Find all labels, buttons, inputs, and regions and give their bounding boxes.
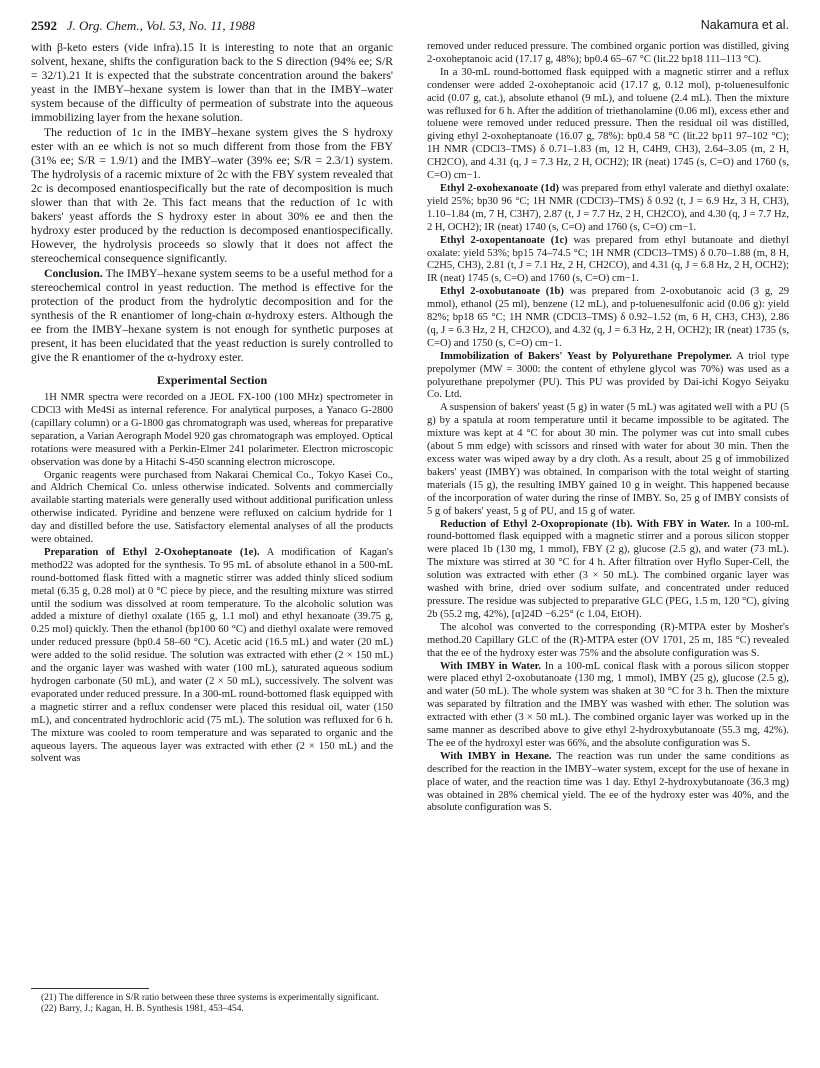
footnote: (21) The difference in S/R ratio between these three systems is experimentally significant. bbox=[41, 993, 379, 1003]
paragraph: removed under reduced pressure. The combined organic portion was distilled, giving 2-oxoheptanoic acid (17.17 g, 48%); bp0.4 65–67 °C (lit.22 bp18 111–113 °C). bbox=[427, 41, 789, 65]
paragraph-heading: Immobilization of Bakers' Yeast by Polyurethane Prepolymer. bbox=[440, 350, 732, 362]
paragraph-heading: Conclusion. bbox=[44, 266, 103, 280]
paragraph: Ethyl 2-oxopentanoate (1c) was prepared from ethyl butanoate and diethyl oxalate: yield 53%; bp15 74–74.5 °C; 1H NMR (CDCl3–TMS) δ 0.70–1.88 (m, 8 H, C2H5, CH3), 2.81 (t, J = 7.1 Hz, 2 H, CH2CO), and 4.31 (q, J = 6.8 Hz, 2 H, OCH2); IR (neat) 1745 (s, C=O) and 1760 (s, C=O) cm−1. bbox=[427, 234, 789, 285]
section-title: Experimental Section bbox=[156, 373, 268, 388]
paragraph: A suspension of bakers' yeast (5 g) in water (5 mL) was agitated well with a PU (5 g) by a spatula at room temperature until it became impossible to be agitated. The mixture was kept at 4 °C for about 30 min. The polymer was cut into small cubes (about 5 mm edge) with scissors and rinsed with water for about 30 min. Then the excess water was wiped away by a dry cloth. As a result, about 25 g of immobilized bakers' yeast (IMBY) was obtained. In comparison with the total weight of starting materials (15 g), the resulting IMBY gained 10 g in weight. This happened because of the incorporation of water during the rinse of IMBY. So, 25 g of IMBY consists of 5 g of bakers' yeast, 5 g of PU, and 15 g of water. bbox=[427, 402, 789, 517]
paragraph: The reduction of 1c in the IMBY–hexane system gives the S hydroxy ester with an ee which is not so much different from those from the FBY (31% ee; S/R = 1.9/1) and the IMBY–water (39% ee; S/R = 2.3/1) system. The hydrolysis of a racemic mixture of 2c with the FBY system revealed that 2c is decomposed enantiospecifically but the rate of decomposition is much slower than that with 2e. This fact means that the reduction of 1c with bakers' yeast affords the S hydroxy ester in about 30% ee and then the hydroxy ester produced by the reduction is decomposed enantiospecifically. However, the hydrolysis proceeds so slowly that it does not affect the stereochemical consequence significantly. bbox=[31, 125, 393, 266]
page-header bbox=[31, 18, 789, 36]
paragraph: The alcohol was converted to the corresponding (R)-MTPA ester by Mosher's method.20 Capillary GLC of the (R)-MTPA ester (OV 1701, 25 m, 185 °C) revealed that the ee of the hydroxy ester was 75% and the absolute configuration was S. bbox=[427, 621, 789, 659]
paragraph-heading: Reduction of Ethyl 2-Oxopropionate (1b). With FBY in Water. bbox=[440, 518, 730, 530]
paragraph: Ethyl 2-oxobutanoate (1b) was prepared from 2-oxobutanoic acid (3 g, 29 mmol), ethanol (25 ml), benzene (12 mL), and p-toluenesulfonic acid (0.06 g): yield 82%; bp18 65 °C; 1H NMR (CDCl3–TMS) δ 0.92–1.52 (m, 6 H, CH3, CH3), 2.86 (q, J = 6.3 Hz, 2 H, CH2CO), and 4.32 (q, J = 6.3 Hz, 2 H, OCH2); IR (neat) 1735 (s, C=O) and 1750 (s, C=O) cm−1. bbox=[427, 286, 789, 349]
paragraph-heading: With IMBY in Hexane. bbox=[440, 750, 552, 762]
paragraph: Immobilization of Bakers' Yeast by Polyurethane Prepolymer. A triol type prepolymer (MW = 3000: the content of ethylene glycol was 70%) was used as a polyurethane prepolymer (PU). This PU was provided by Dai-ichi Kogyo Seiyaku Co. Ltd. bbox=[427, 350, 789, 401]
paragraph-heading: Ethyl 2-oxobutanoate (1b) bbox=[440, 286, 564, 298]
paragraph: with β-keto esters (vide infra).15 It is interesting to note that an organic solvent, hexane, shifts the configuration back to the S direction (94% ee; S/R = 32/1).21 It is expected that the substrate concentration around the bakers' yeast in the IMBY–hexane system is lower than that in the IMBY–water system because of the difficulty of permeation of substrate into the aqueous immobilizing layer from the hexane solution. bbox=[31, 41, 393, 125]
left-column bbox=[31, 41, 393, 766]
paragraph: Ethyl 2-oxohexanoate (1d) was prepared from ethyl valerate and diethyl oxalate: yield 25%; bp30 96 °C; 1H NMR (CDCl3)–TMS) δ 0.92 (t, J = 6.9 Hz, 3 H, CH3), 1.10–1.84 (m, 7 H, C3H7), 2.87 (t, J = 7.7 Hz, 2 H, CH2CO), and 4.30 (q, J = 7.7 Hz, 2 H, OCH2); IR (neat) 1740 (s, C=O) and 1760 (s, C=O) cm−1. bbox=[427, 182, 790, 233]
paragraph-heading: Ethyl 2-oxopentanoate (1c) bbox=[440, 234, 568, 246]
footnotes bbox=[31, 988, 393, 1015]
footnote-rule bbox=[31, 988, 149, 989]
paragraph: Organic reagents were purchased from Nakarai Chemical Co., Tokyo Kasei Co., and Aldrich Chemical Co. unless otherwise indicated. Solvents and commercially available starting materials were generally used without additional purification unless otherwise indicated. Pyridine and benzene were refluxed on calcium hydride for 1 day and distilled before the use. Satisfactory elemental analyses of all the products were obtained. bbox=[31, 469, 393, 546]
conclusion-paragraph: Conclusion. The IMBY–hexane system seems to be a useful method for a stereochemical control in yeast reduction. The method is effective for the protection of the product from the hydrolytic decomposition and for the synthesis of the R enantiomer of long-chain α-hydroxy esters. Although the ee from the IMBY–hexane system is not enough for synthetic purposes at present, it has been elucidated that the yeast reduction is surely controlled to give the R enantiomer of the α-hydroxy ester. bbox=[31, 266, 393, 365]
paragraph: Reduction of Ethyl 2-Oxopropionate (1b). With FBY in Water. In a 100-mL round-bottomed flask equipped with a magnetic stirrer and a porous silicon stopper were placed 1b (130 mg, 1 mmol), FBY (2 g), glucose (2.5 g), and water (73 mL). The mixture was stirred at 30 °C for 4 h. After filtration over Hyflo Super-Cell, the solution was extracted with ether (3 × 50 mL). The combined organic layer was washed with brine, dried over sodium sulfate, and concentrated under reduced pressure. The residue was subjected to preparative GLC (PEG, 1.5 m, 120 °C), giving 2b (55.2 mg, 42%), [α]24D −6.25° (c 1.04, EtOH). bbox=[427, 518, 789, 620]
running-authors: Nakamura et al. bbox=[700, 18, 789, 32]
page-number: 2592 bbox=[31, 18, 57, 33]
paragraph-heading: With IMBY in Water. bbox=[440, 660, 541, 672]
paragraph: With IMBY in Water. In a 100-mL conical flask with a porous silicon stopper were placed ethyl 2-oxobutanoate (130 mg, 1 mmol), IMBY (25 g), glucose (2.5 g), and water (50 mL). The whole system was shaken at 30 °C for 3 h. Then the mixture was separated by filtration and the IMBY was washed with ether. The solution was extracted with ether (3 × 50 mL). The combined organic layer was worked up in the same manner as described above to give ethyl 2-hydroxybutanoate (55.3 mg, 42%). The ee of the hydroxyl ester was 66%, and the absolute configuration was S. bbox=[427, 660, 789, 749]
paragraph: With IMBY in Hexane. The reaction was run under the same conditions as described for the reaction in the IMBY–water system, except for the use of hexane in place of water, and the reaction time was 1 day. Ethyl 2-hydroxybutanoate (36.3 mg) was obtained in 28% chemical yield. The ee of the hydroxy ester was 40%, and the absolute configuration was S. bbox=[427, 750, 789, 814]
paragraph-heading: Ethyl 2-oxohexanoate (1d) bbox=[440, 182, 560, 194]
paragraph-heading: Preparation of Ethyl 2-Oxoheptanoate (1e). bbox=[44, 546, 260, 558]
paragraph: Preparation of Ethyl 2-Oxoheptanoate (1e). A modification of Kagan's method22 was adopted for the synthesis. To 95 mL of absolute ethanol in a 500-mL round-bottomed flask fitted with a magnetic stirrer was added thinly sliced sodium metal (6.35 g, 0.28 mol) at 0 °C piece by piece, and the resulting mixture was stirred until the sodium was dissolved at room temperature. To the alcoholic solution was added a mixture of diethyl oxalate (165 g, 1.1 mol) and ethyl hexanoate (39.75 g, 0.25 mol) quickly. Then the ethanol (bp100 60 °C) and diethyl oxalate were removed under reduced pressure (bp0.4 58–60 °C). Acetic acid (16.5 mL) and water (20 mL) were added to the solid residue. The solution was extracted with ether (2 × 150 mL) and the organic layer was washed with water (100 mL), saturated aqueous sodium hydrogen carbonate (50 mL), and water (2 × 50 mL), successively. The solvent was evaporated under reduced pressure. In a 300-mL round-bottomed flask equipped with a magnetic stirrer and a reflux condenser were placed this residual oil, water (150 mL), and concentrated hydrochloric acid (75 mL). The solution was refluxed for 6 h. The mixture was cooled to room temperature and was separated to organic and the aqueous layers. The aqueous layer was extracted with ether (2 × 150 mL) and the solvent was bbox=[31, 546, 393, 765]
paragraph: In a 30-mL round-bottomed flask equipped with a magnetic stirrer and a reflux condenser were added 2-oxoheptanoic acid (17.17 g, 0.12 mol), p-toluenesulfonic acid (0.07 g, cat.), absolute ethanol (9 mL), and toluene (2.4 mL). Then the mixture was refluxed for 6 h. After the addition of triethanolamine (0.06 ml), excess ether and toluene were removed under reduced pressure. Then the residual oil was distilled, giving ethyl 2-oxoheptanoate (16.07 g, 78%): bp0.4 58 °C (lit.22 bp11 97–102 °C); 1H NMR (CDCl3–TMS) δ 0.71–1.83 (m, 12 H, C4H9, CH3), 2.64–3.05 (m, 2 H, CH2CO), and 4.31 (q, J = 7.3 Hz, 2 H, OCH2); IR (neat) 1745 (s, C=O) and 1760 (s, C=O) cm−1. bbox=[427, 66, 789, 182]
right-column bbox=[427, 41, 789, 815]
journal-citation: J. Org. Chem., Vol. 53, No. 11, 1988 bbox=[66, 18, 255, 33]
paragraph: 1H NMR spectra were recorded on a JEOL FX-100 (100 MHz) spectrometer in CDCl3 with Me4Si as internal reference. For analytical purposes, a Yanaco G-2800 (capillary column) or a G-1800 gas chromatograph was used, whereas for preparative separation, a Varian Aerograph Model 920 gas chromatograph was employed. Optical rotations were measured with a Perkin-Elmer 241 polarimeter. Electron microscopic observation was done by a Hitachi S-450 scanning electron microscope. bbox=[31, 392, 393, 468]
footnote: (22) Barry, J.; Kagan, H. B. Synthesis 1981, 453–454. bbox=[41, 1004, 244, 1015]
